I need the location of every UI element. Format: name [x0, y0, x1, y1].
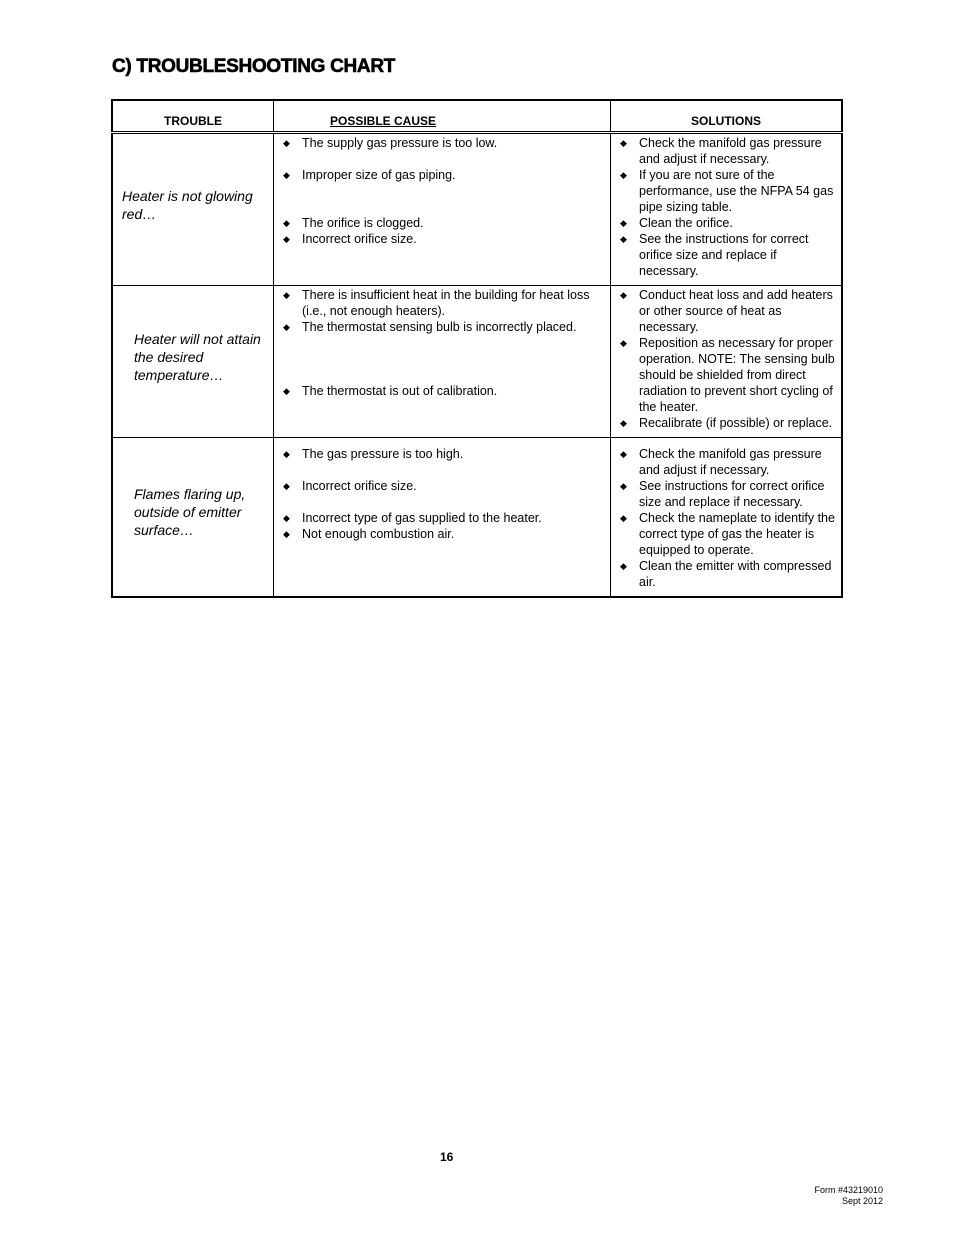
diamond-bullet-icon: ◆ — [620, 138, 627, 148]
list-item — [274, 319, 610, 335]
solution-text: Clean the emitter with compressed air. — [639, 559, 832, 589]
header-trouble: TROUBLE — [112, 100, 274, 133]
header-possible-cause-label: POSSIBLE CAUSE — [330, 114, 437, 128]
solution-text: See instructions for correct orifice size and replace if necessary. — [639, 479, 825, 509]
diamond-bullet-icon: ◆ — [620, 234, 627, 244]
trouble-cell — [112, 438, 274, 598]
list-item — [611, 335, 841, 415]
list-item — [611, 415, 841, 431]
cause-text: The orifice is clogged. — [302, 216, 424, 230]
solution-list — [611, 287, 841, 431]
list-item — [274, 231, 610, 247]
solution-text: Check the nameplate to identify the correct type of gas the heater is equipped to operate. — [639, 511, 835, 557]
table-row — [112, 286, 842, 438]
cause-text: Incorrect type of gas supplied to the heater. — [302, 511, 542, 525]
cause-text: Improper size of gas piping. — [302, 168, 456, 182]
cause-text: Incorrect orifice size. — [302, 479, 417, 493]
cause-text: Not enough combustion air. — [302, 527, 455, 541]
diamond-bullet-icon: ◆ — [283, 529, 290, 539]
page-title: C) TROUBLESHOOTING CHART — [112, 56, 396, 77]
diamond-bullet-icon: ◆ — [283, 322, 290, 332]
list-item — [611, 135, 841, 167]
list-item — [611, 167, 841, 215]
table-row — [112, 133, 842, 286]
cause-text: The supply gas pressure is too low. — [302, 136, 498, 150]
solution-text: Reposition as necessary for proper operation. NOTE: The sensing bulb should be shielded from direct radiation to prevent short cycling of the heater. — [639, 336, 835, 414]
cause-list — [274, 287, 610, 399]
header-possible-cause — [274, 100, 611, 133]
solution-text: Clean the orifice. — [639, 216, 733, 230]
diamond-bullet-icon: ◆ — [283, 234, 290, 244]
diamond-bullet-icon: ◆ — [283, 290, 290, 300]
troubleshooting-table — [111, 99, 843, 598]
solution-cell — [611, 133, 843, 286]
diamond-bullet-icon: ◆ — [620, 218, 627, 228]
cause-list — [274, 135, 610, 247]
list-item — [274, 135, 610, 151]
solution-cell — [611, 286, 843, 438]
list-item — [274, 167, 610, 183]
list-item — [274, 287, 610, 319]
list-item — [611, 558, 841, 590]
cause-cell — [274, 286, 611, 438]
cause-text: There is insufficient heat in the building for heat loss (i.e., not enough heaters). — [302, 288, 590, 318]
trouble-cell — [112, 133, 274, 286]
list-item — [274, 215, 610, 231]
page-number: 16 — [440, 1150, 454, 1164]
diamond-bullet-icon: ◆ — [283, 481, 290, 491]
solution-text: Recalibrate (if possible) or replace. — [639, 416, 833, 430]
list-item — [611, 446, 841, 478]
solution-list — [611, 135, 841, 279]
diamond-bullet-icon: ◆ — [620, 481, 627, 491]
solution-text: Check the manifold gas pressure and adjust if necessary. — [639, 447, 822, 477]
list-item — [274, 478, 610, 494]
diamond-bullet-icon: ◆ — [620, 561, 627, 571]
cause-text: Incorrect orifice size. — [302, 232, 417, 246]
diamond-bullet-icon: ◆ — [620, 449, 627, 459]
diamond-bullet-icon: ◆ — [620, 513, 627, 523]
trouble-text: Flames flaring up, outside of emitter surface… — [134, 486, 246, 538]
cause-cell — [274, 438, 611, 598]
table-row — [112, 438, 842, 598]
form-info — [814, 1185, 883, 1207]
list-item — [274, 510, 610, 526]
solution-text: Check the manifold gas pressure and adjust if necessary. — [639, 136, 822, 166]
diamond-bullet-icon: ◆ — [283, 449, 290, 459]
diamond-bullet-icon: ◆ — [283, 218, 290, 228]
list-item — [274, 446, 610, 462]
list-item — [611, 287, 841, 335]
trouble-cell — [112, 286, 274, 438]
list-item — [611, 215, 841, 231]
trouble-text: Heater will not attain the desired temperature… — [134, 330, 261, 383]
table-header-row — [112, 100, 842, 133]
list-item — [611, 231, 841, 279]
solution-list — [611, 446, 841, 590]
diamond-bullet-icon: ◆ — [620, 170, 627, 180]
solution-text: See the instructions for correct orifice size and replace if necessary. — [639, 232, 809, 278]
cause-text: The thermostat is out of calibration. — [302, 384, 498, 398]
list-item — [611, 510, 841, 558]
diamond-bullet-icon: ◆ — [620, 418, 627, 428]
form-number: Form #43219010 — [814, 1185, 883, 1195]
cause-text: The thermostat sensing bulb is incorrectly placed. — [302, 320, 577, 334]
list-item — [611, 478, 841, 510]
diamond-bullet-icon: ◆ — [620, 338, 627, 348]
list-item — [274, 526, 610, 542]
trouble-text: Heater is not glowing red… — [122, 187, 253, 222]
diamond-bullet-icon: ◆ — [620, 290, 627, 300]
diamond-bullet-icon: ◆ — [283, 513, 290, 523]
solution-text: Conduct heat loss and add heaters or other source of heat as necessary. — [639, 288, 833, 334]
solution-cell — [611, 438, 843, 598]
cause-list — [274, 446, 610, 542]
diamond-bullet-icon: ◆ — [283, 386, 290, 396]
cause-text: The gas pressure is too high. — [302, 447, 464, 461]
diamond-bullet-icon: ◆ — [283, 138, 290, 148]
form-date: Sept 2012 — [841, 1196, 883, 1206]
diamond-bullet-icon: ◆ — [283, 170, 290, 180]
cause-cell — [274, 133, 611, 286]
solution-text: If you are not sure of the performance, use the NFPA 54 gas pipe sizing table. — [639, 168, 834, 214]
list-item — [274, 383, 610, 399]
header-solutions: SOLUTIONS — [611, 100, 843, 133]
